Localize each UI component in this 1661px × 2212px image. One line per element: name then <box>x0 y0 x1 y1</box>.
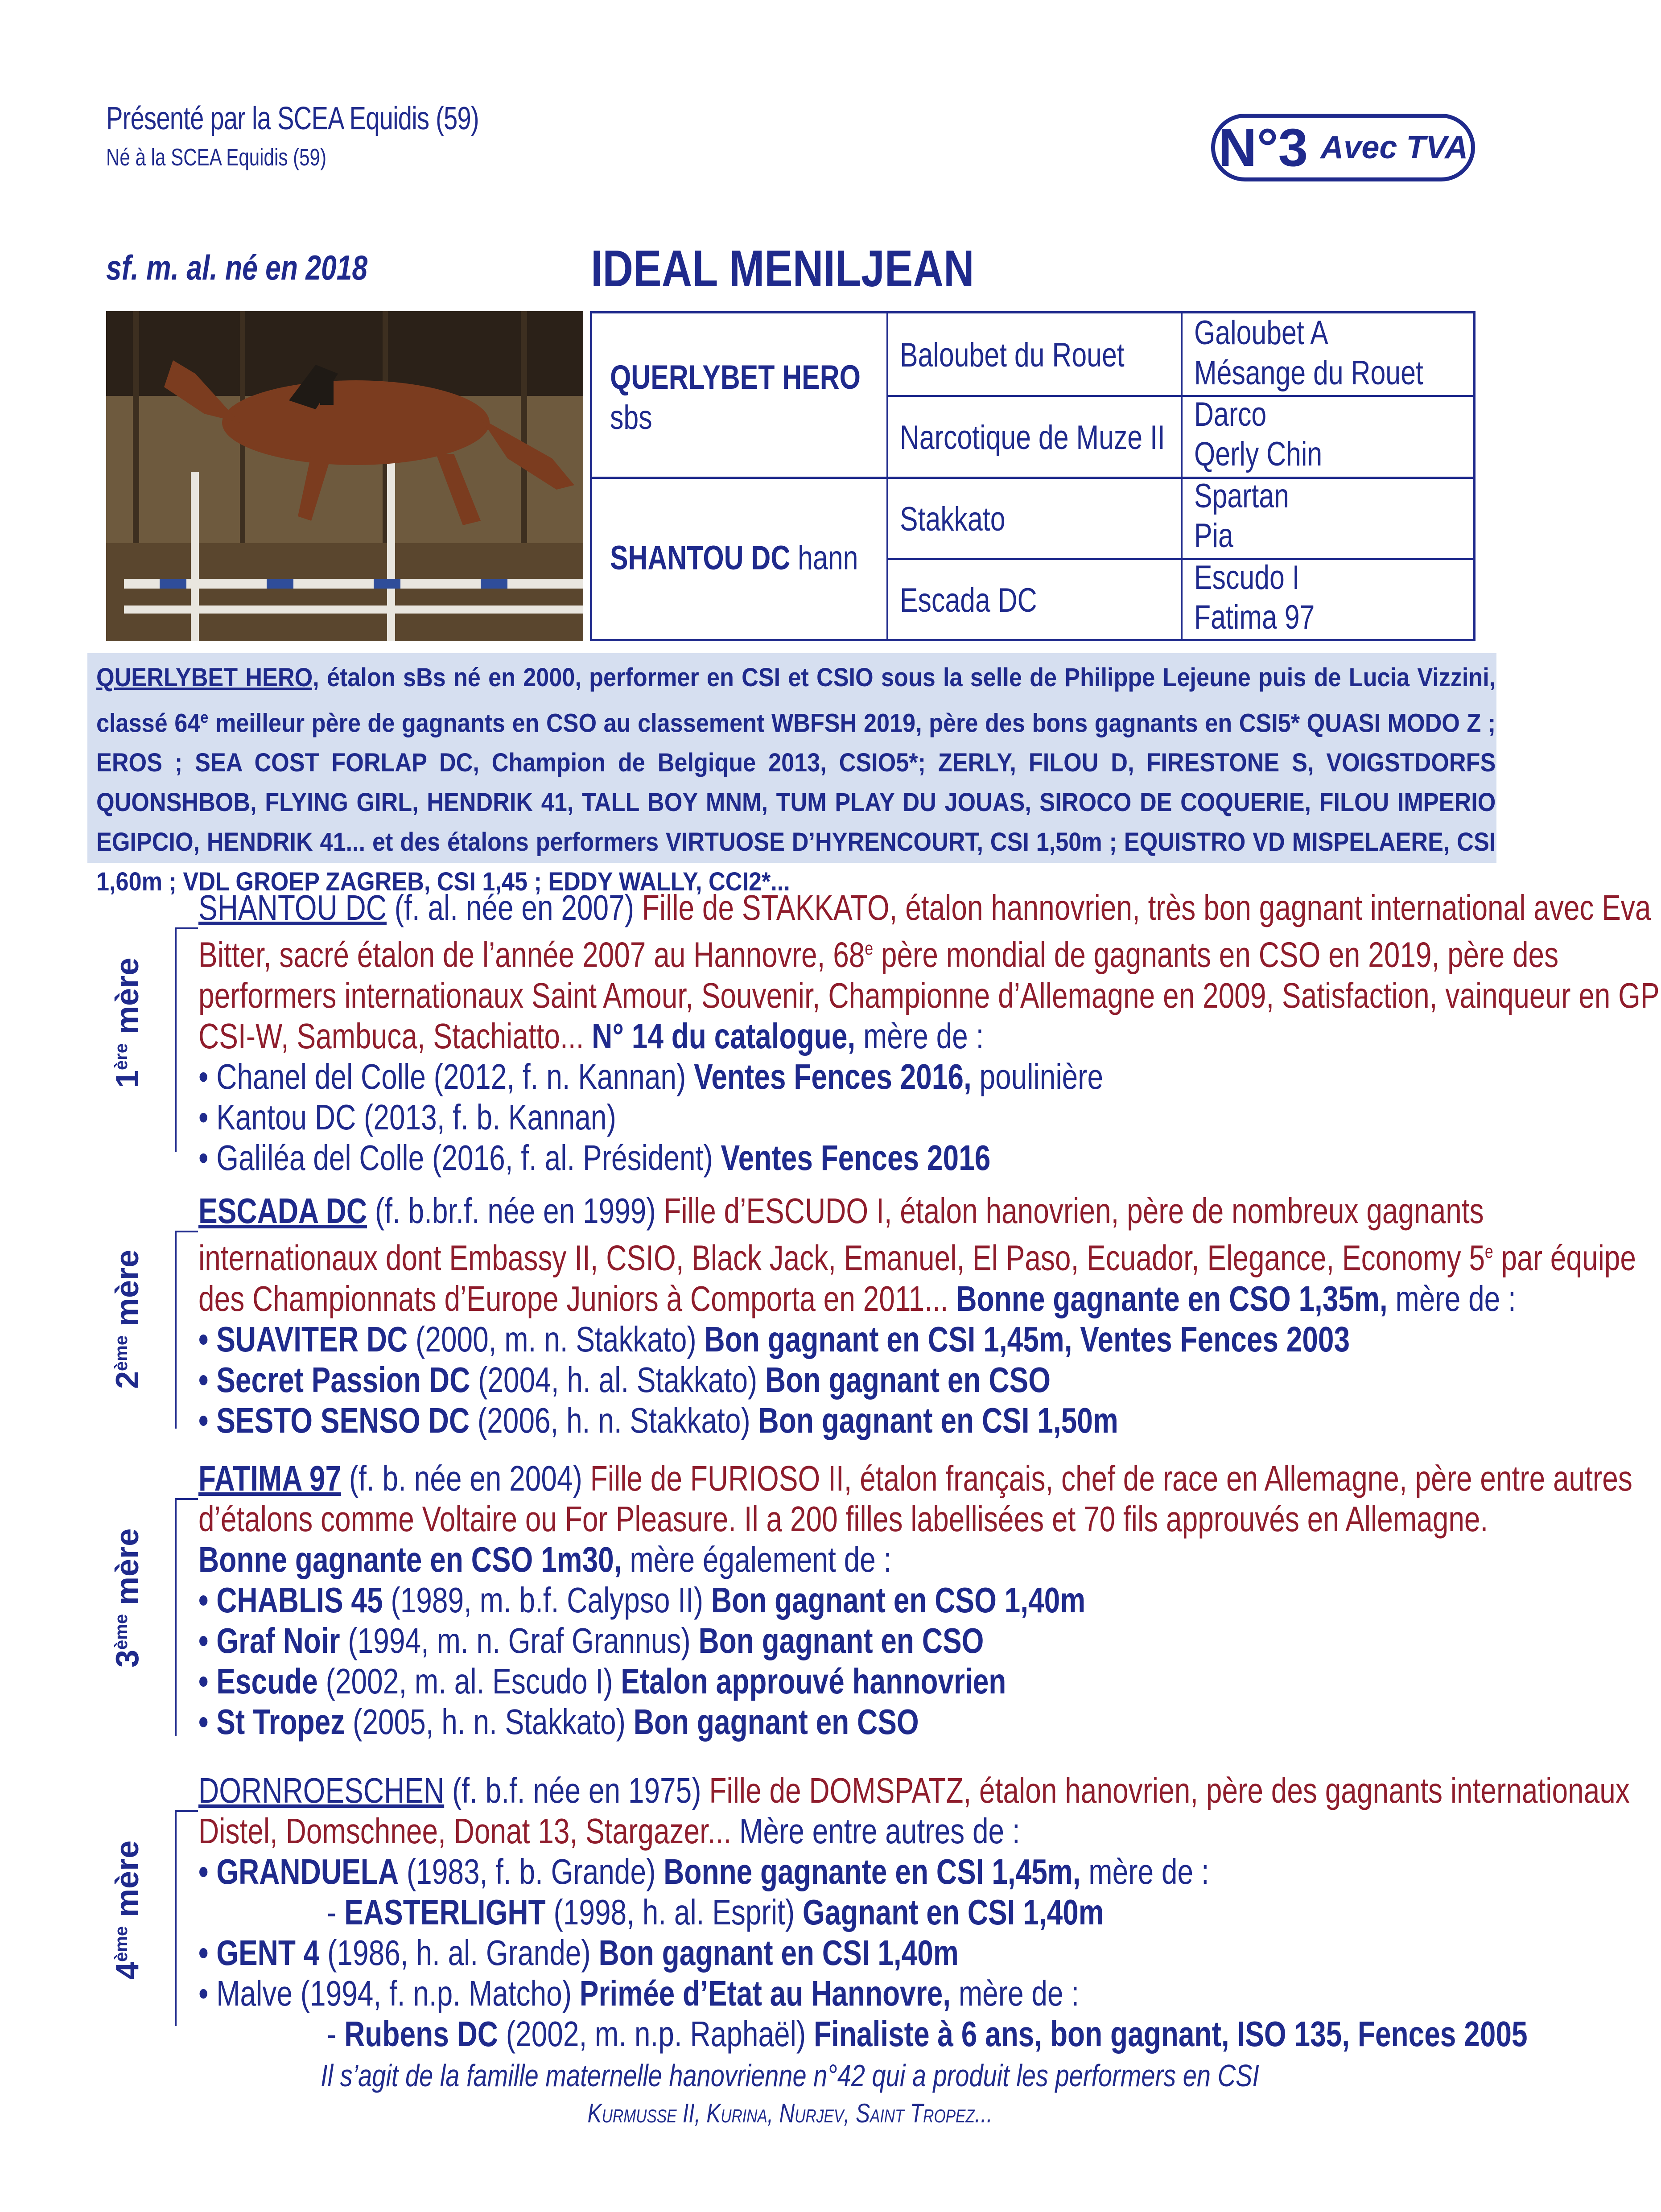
sire-info-box <box>87 653 1496 897</box>
sds: Darco <box>1194 395 1267 433</box>
sss: Galoubet A <box>1194 314 1328 352</box>
dds: Escudo I <box>1194 559 1300 597</box>
m3-name: FATIMA 97 <box>198 1458 342 1498</box>
section-m2: ESCADA DC (f. b.br.f. née en 1999) Fille d’ESCUDO I, étalon hanovrien, père de nombreux gagnants internationaux dont Embassy II, CSIO, Black Jack, Emanuel, El Paso, Ecuador, Elegance, Economy 5e par équipe des Championnats d’Europe Juniors à Comporta en 2011... Bonne gagnante en CSO 1,35m, mère de : • SUAVITER DC (2000, m. n. Stakkato) Bon gagnant en CSI 1,45m, Ventes Fences 2003 • Secret Passion DC (2004, h. al. Stakkato) Bon gagnant en CSO • SESTO SENSO DC (2006, h. n. Stakkato) Bon gagnant en CSI 1,50m <box>198 1191 1636 1440</box>
sire-dam: Narcotique de Muze II <box>900 419 1165 457</box>
section-m3: FATIMA 97 (f. b. née en 2004) Fille de FURIOSO II, étalon français, chef de race en Allemagne, père entre autres d’étalons comme Voltaire ou For Pleasure. Il a 200 filles labellisées et 70 fils approuvés en Allemagne. Bonne gagnante en CSO 1m30, mère également de : • CHABLIS 45 (1989, m. b.f. Calypso II) Bon gagnant en CSO 1,40m • Graf Noir (1994, m. n. Graf Grannus) Bon gagnant en CSO • Escude (2002, m. al. Escudo I) Etalon approuvé hannovrien • St Tropez (2005, h. n. Stakkato) Bon gagnant en CSO <box>198 1458 1632 1742</box>
dam-sire: Stakkato <box>900 500 1006 538</box>
m2-name: ESCADA DC <box>198 1191 367 1231</box>
dam-name-line <box>610 539 858 577</box>
dsd: Pia <box>1194 517 1233 555</box>
footer-line2: Kurmusse II, Kurina, Nurjev, Saint Tropez... <box>587 2098 993 2128</box>
section-m4: DORNROESCHEN (f. b.f. née en 1975) Fille de DOMSPATZ, étalon hanovrien, père des gagnants internationaux Distel, Domschnee, Donat 13, Stargazer... Mère entre autres de : • GRANDUELA (1983, f. b. Grande) Bonne gagnante en CSI 1,45m, mère de : - EASTERLIGHT (1998, h. al. Esprit) Gagnant en CSI 1,40m • GENT 4 (1986, h. al. Grande) Bon gagnant en CSI 1,40m • Malve (1994, f. n.p. Matcho) Primée d’Etat au Hannovre, mère de : - Rubens DC (2002, m. n.p. Raphaël) Finaliste à 6 ans, bon gagnant, ISO 135, Fences 2005 <box>198 1771 1630 2054</box>
presenter-line: Présenté par la SCEA Equidis (59) <box>106 101 479 136</box>
label-m4: 4ème mère <box>110 1840 145 1980</box>
lot-number: N°3 <box>1218 118 1308 177</box>
sire-info-text: QUERLYBET HERO, étalon sBs né en 2000, performer en CSI et CSIO sous la selle de Philippe Lejeune puis de Lucia Vizzini, classé 64e meilleur père de gagnants en CSO au classement WBFSH 2019, père des bons gagnants en CSI5* QUASI MODO Z ; EROS ; SEA COST FORLAP DC, Champion de Belgique 2013, CSIO5*; ZERLY, FILOU D, FIRESTONE S, VOIGSTDORFS QUONSHBOB, FLYING GIRL, HENDRIK 41, TALL BOY MNM, TUM PLAY DU JOUAS, SIROCO DE COQUERIE, FILOU IMPERIO EGIPCIO, HENDRIK 41... et des étalons performers VIRTUOSE D’HYRENCOURT, CSI 1,50m ; EQUISTRO VD MISPELAERE, CSI 1,60m ; VDL GROEP ZAGREB, CSI 1,45 ; EDDY WALLY, CCI2*... <box>96 663 1496 897</box>
label-m2: 2ème mère <box>110 1249 145 1389</box>
horse-jumping-image <box>106 311 583 641</box>
ddd: Fatima 97 <box>1194 598 1315 636</box>
dam-dam: Escada DC <box>900 581 1037 619</box>
horse-photo <box>106 311 583 641</box>
sire-info-name: QUERLYBET HERO, <box>96 663 319 692</box>
vat-label: Avec TVA <box>1320 130 1468 165</box>
horse-description: sf. m. al. né en 2018 <box>106 248 368 287</box>
m4-name: DORNROESCHEN <box>198 1771 445 1810</box>
dss: Spartan <box>1194 477 1289 515</box>
m1-name: SHANTOU DC <box>198 888 387 927</box>
label-m3: 3ème mère <box>110 1528 145 1668</box>
horse-name: IDEAL MENILJEAN <box>591 239 974 297</box>
bracket-m1 <box>175 927 198 1152</box>
lot-badge <box>1211 114 1475 181</box>
bracket-m4 <box>175 1810 198 2026</box>
dam-name: SHANTOU DC <box>610 539 791 577</box>
ssd: Mésange du Rouet <box>1194 354 1423 392</box>
breeder-line: Né à la SCEA Equidis (59) <box>106 144 326 171</box>
bracket-m3 <box>175 1498 198 1736</box>
pedigree-table <box>590 311 1476 641</box>
label-m1: 1ère mère <box>110 957 145 1088</box>
dam-breed: hann <box>798 539 858 577</box>
footer-line1: Il s’agit de la famille maternelle hanovrienne n°42 qui a produit les performers en CSI <box>321 2058 1260 2093</box>
sire-sire: Baloubet du Rouet <box>900 336 1125 374</box>
sire-name: QUERLYBET HERO <box>610 358 861 396</box>
section-m1: SHANTOU DC (f. al. née en 2007) Fille de STAKKATO, étalon hannovrien, très bon gagnant international avec Eva Bitter, sacré étalon de l’année 2007 au Hannovre, 68e père mondial de gagnants en CSO en 2019, père des performers internationaux Saint Amour, Souvenir, Championne d’Allemagne en 2009, Satisfaction, vainqueur en GP CSI-W, Sambuca, Stachiatto... N° 14 du catalogue, mère de : • Chanel del Colle (2012, f. n. Kannan) Ventes Fences 2016, poulinière • Kantou DC (2013, f. b. Kannan) • Galiléa del Colle (2016, f. al. Président) Ventes Fences 2016 <box>198 888 1659 1178</box>
bracket-m2 <box>175 1231 198 1429</box>
sire-breed: sbs <box>610 399 652 437</box>
sdd: Qerly Chin <box>1194 435 1323 473</box>
